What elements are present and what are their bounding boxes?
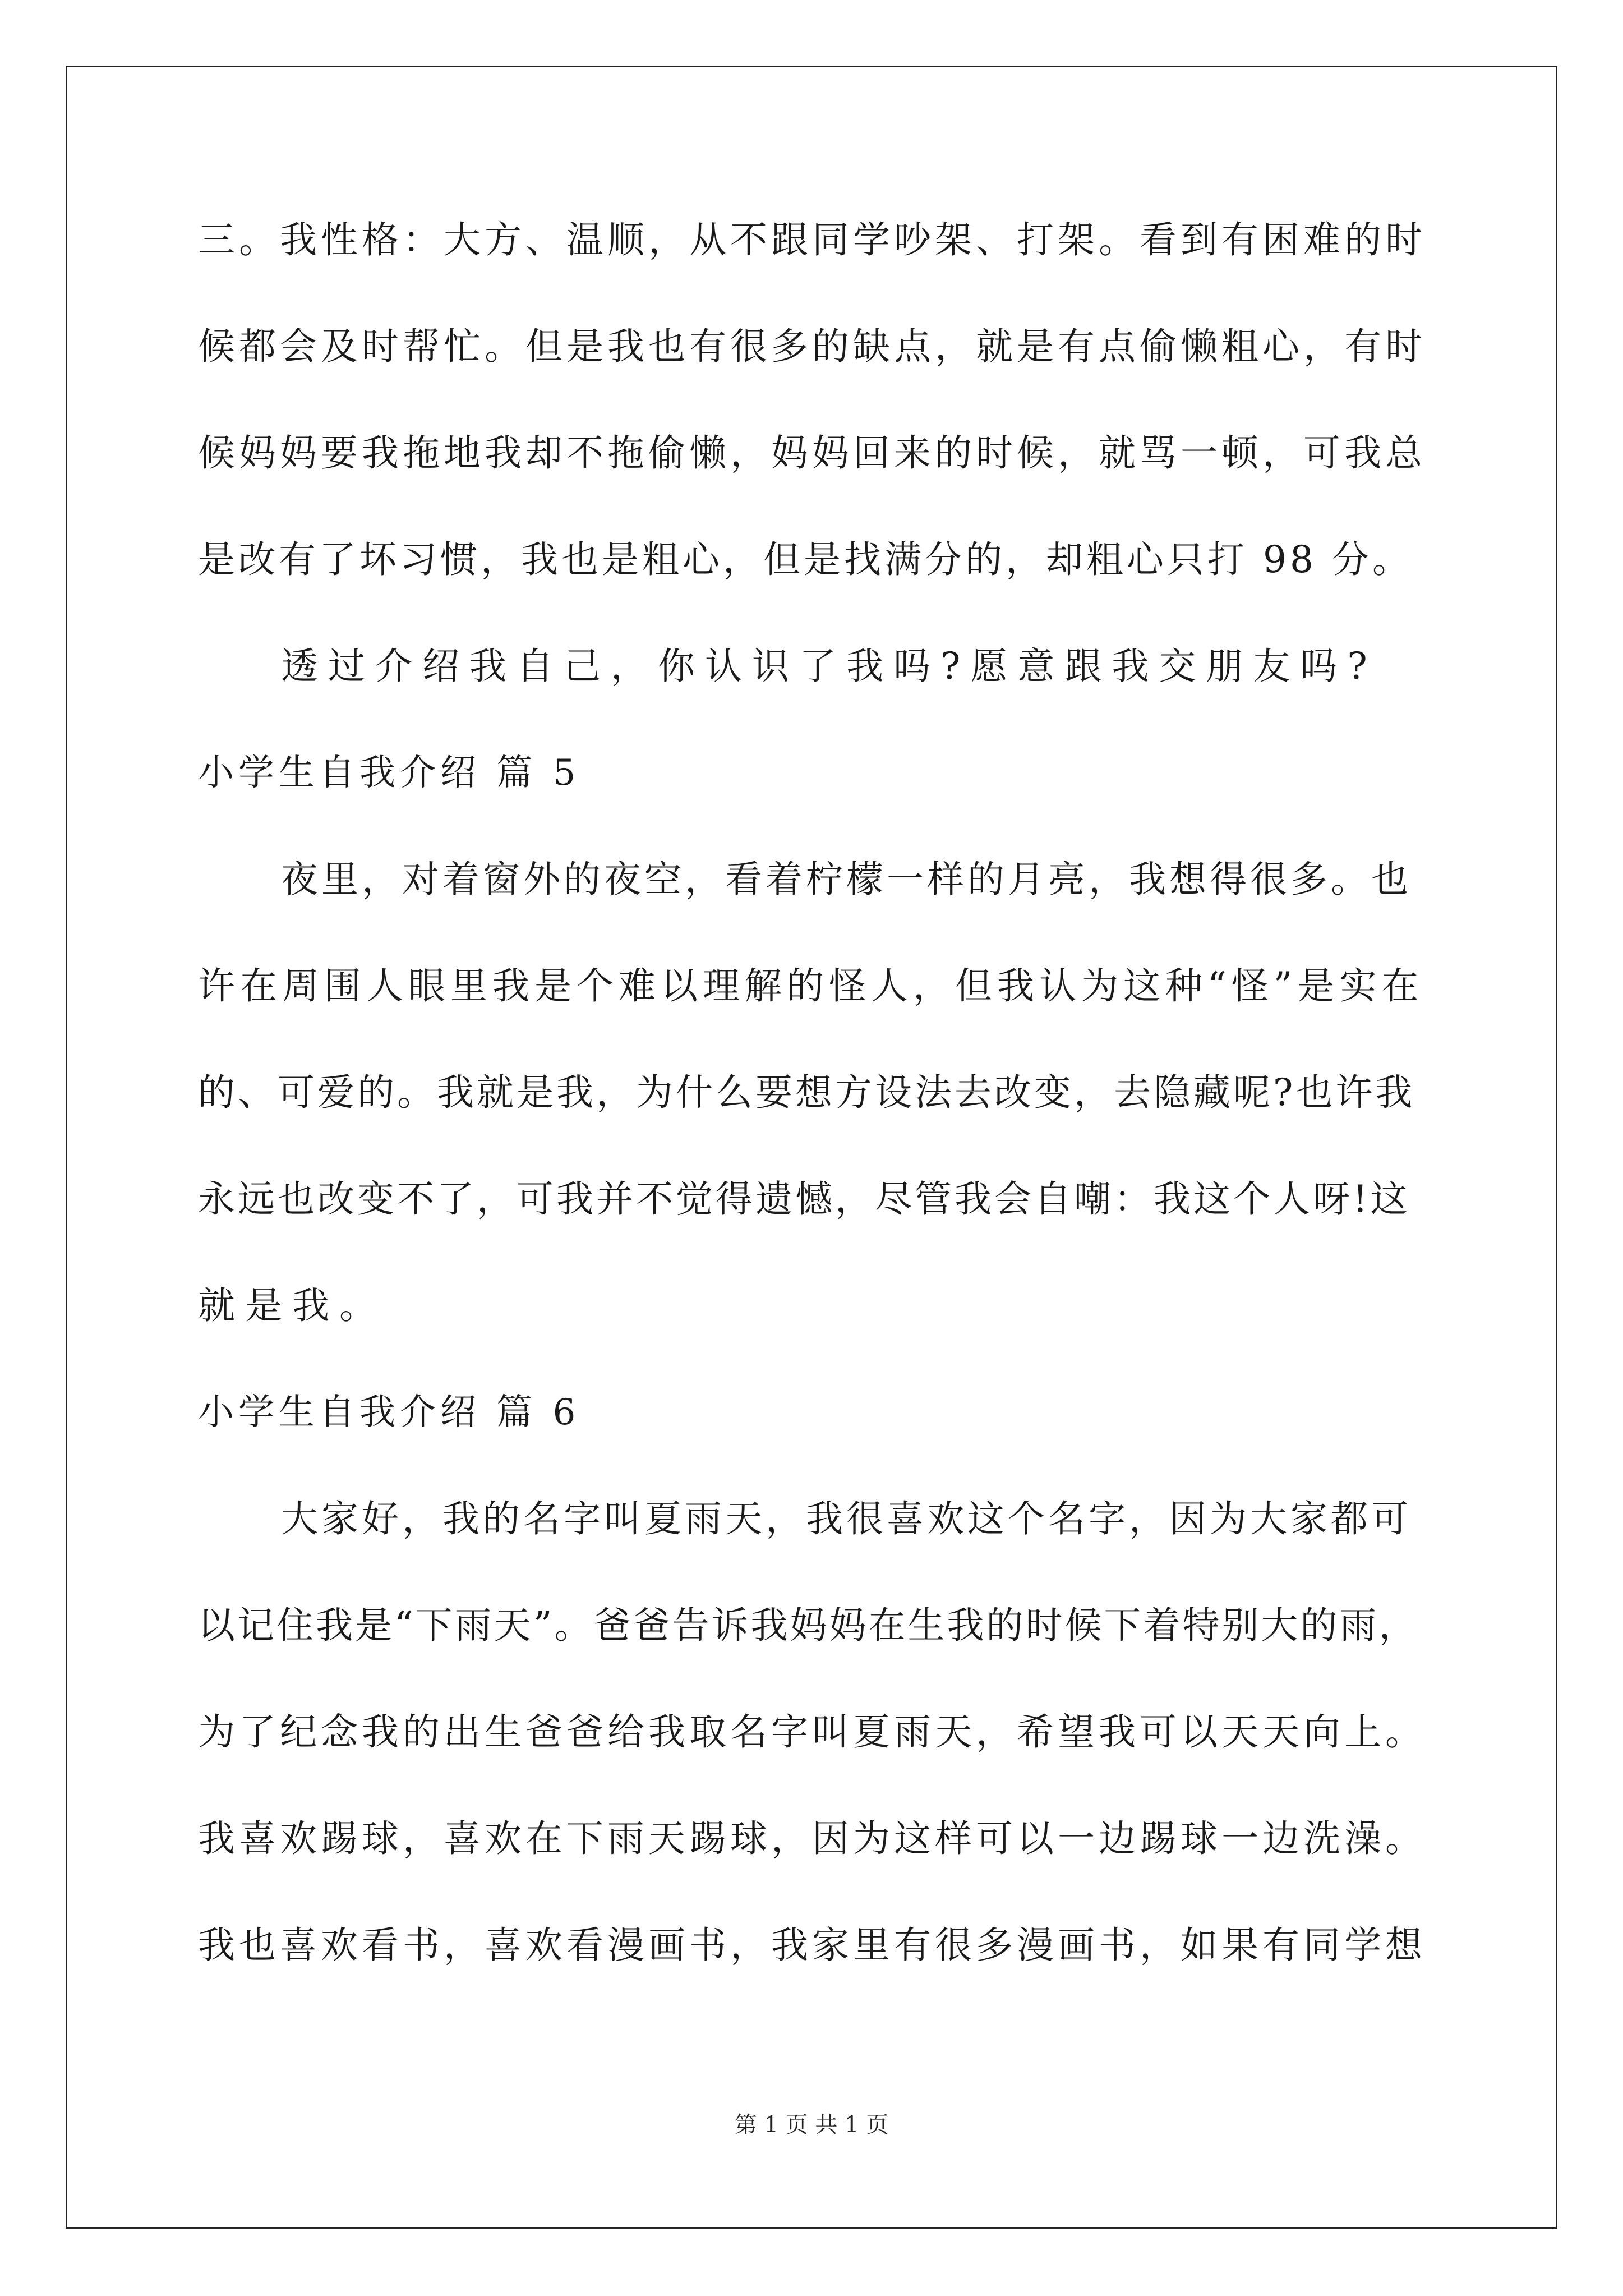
paragraph-line: 是改有了坏习惯，我也是粗心，但是找满分的，却粗心只打 98 分。 [198, 538, 1413, 581]
page-border [66, 66, 1557, 2229]
section-heading: 小学生自我介绍 篇 5 [198, 752, 580, 794]
paragraph-line: 为了纪念我的出生爸爸给我取名字叫夏雨天，希望我可以天天向上。 [198, 1710, 1426, 1754]
paragraph-line: 以记住我是“下雨天”。爸爸告诉我妈妈在生我的时候下着特别大的雨， [198, 1604, 1418, 1647]
paragraph-line: 夜里，对着窗外的夜空，看着柠檬一样的月亮，我想得很多。也 [281, 858, 1412, 901]
paragraph-line: 永远也改变不了，可我并不觉得遗憾，尽管我会自嘲：我这个人呀!这 [198, 1177, 1410, 1221]
paragraph-line: 三。我性格：大方、温顺，从不跟同学吵架、打架。看到有困难的时 [198, 218, 1426, 261]
paragraph-line: 我喜欢踢球，喜欢在下雨天踢球，因为这样可以一边踢球一边洗澡。 [198, 1817, 1426, 1860]
paragraph-line: 候妈妈要我拖地我却不拖偷懒，妈妈回来的时候，就骂一顿，可我总 [198, 431, 1426, 475]
page-number-footer: 第 1 页 共 1 页 [734, 2112, 889, 2138]
section-heading: 小学生自我介绍 篇 6 [198, 1392, 580, 1433]
paragraph-line: 就是我。 [198, 1284, 386, 1327]
paragraph-line: 透过介绍我自己，你认识了我吗?愿意跟我交朋友吗? [281, 645, 1377, 688]
paragraph-line: 大家好，我的名字叫夏雨天，我很喜欢这个名字，因为大家都可 [281, 1497, 1412, 1540]
paragraph-line: 许在周围人眼里我是个难以理解的怪人，但我认为这种“怪”是实在 [198, 964, 1424, 1007]
paragraph-line: 候都会及时帮忙。但是我也有很多的缺点，就是有点偷懒粗心，有时 [198, 325, 1426, 368]
paragraph-line: 的、可爱的。我就是我，为什么要想方设法去改变，去隐藏呢?也许我 [198, 1071, 1415, 1114]
paragraph-line: 我也喜欢看书，喜欢看漫画书，我家里有很多漫画书，如果有同学想 [198, 1924, 1426, 1967]
